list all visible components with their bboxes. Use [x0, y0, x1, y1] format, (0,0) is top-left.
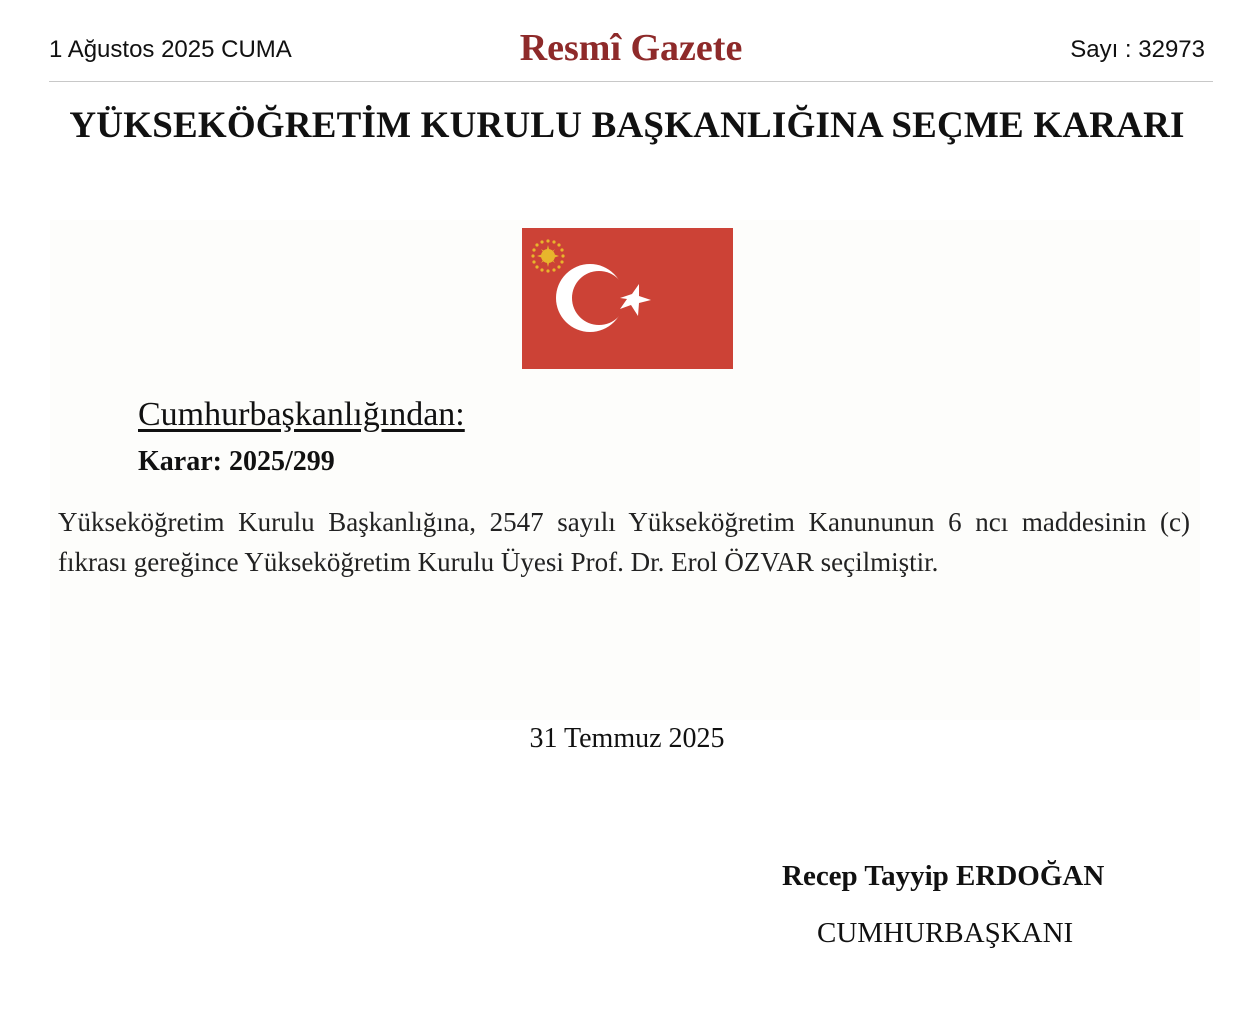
gazette-title: Resmî Gazete: [519, 27, 743, 69]
scanned-decree: [50, 220, 1200, 720]
decree-body: Yükseköğretim Kurulu Başkanlığına, 2547 sayılı Yükseköğretim Kanununun 6 ncı maddesinin (c) fıkrası gereğince Yükseköğretim Kurulu Üyesi Prof. Dr. Erol ÖZVAR seçilmiştir.: [58, 507, 1190, 577]
issuing-authority: Cumhurbaşkanlığından:: [138, 396, 465, 433]
publication-date: 1 Ağustos 2025 CUMA: [49, 36, 292, 63]
decision-number: Karar: 2025/299: [138, 446, 335, 477]
document-title: YÜKSEKÖĞRETİM KURULU BAŞKANLIĞINA SEÇME KARARI: [69, 105, 1185, 146]
issue-number: Sayı : 32973: [1070, 36, 1205, 63]
signer-name: Recep Tayyip ERDOĞAN: [782, 860, 1105, 892]
signature-date: 31 Temmuz 2025: [529, 723, 725, 754]
presidential-flag-icon: [522, 228, 733, 369]
signer-title: CUMHURBAŞKANI: [817, 917, 1074, 949]
gazette-header: [49, 0, 1213, 82]
